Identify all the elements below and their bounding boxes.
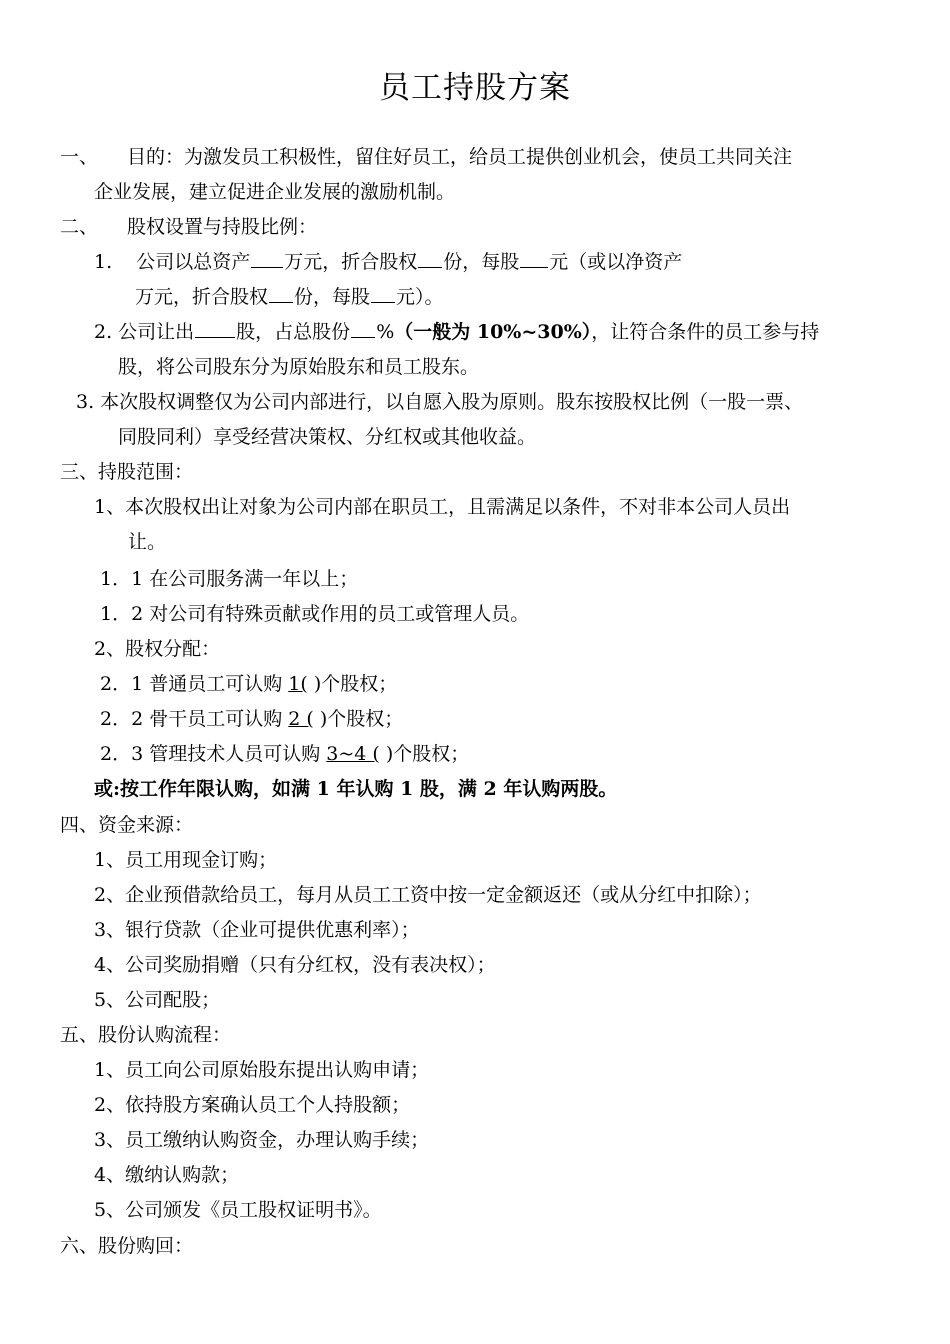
section-1-line-1: 目的：为激发员工积极性，留住好员工，给员工提供创业机会，使员工共同关注 — [127, 146, 793, 168]
funding-item: 5、公司配股； — [94, 989, 221, 1011]
text: 2．1 普通员工可认购 — [100, 673, 289, 695]
funding-item: 3、银行贷款（企业可提供优惠利率）； — [94, 919, 420, 941]
section-1-line-2: 企业发展，建立促进企业发展的激励机制。 — [94, 181, 456, 203]
blank-field — [520, 249, 548, 268]
bold-note: （一般为 10%~30%） — [394, 321, 592, 343]
funding-item: 2、企业预借款给员工，每月从员工工资中按一定金额返还（或从分红中扣除）； — [94, 884, 762, 906]
funding-item: 1、员工用现金订购； — [94, 849, 278, 871]
blank-field — [269, 284, 293, 303]
text: 万元，折合股权 — [284, 251, 418, 273]
text: % — [376, 321, 395, 343]
equity-item-2-line-2: 股，将公司股东分为原始股东和员工股东。 — [118, 356, 480, 378]
equity-item-1-line-1 — [94, 245, 682, 280]
page-title: 员工持股方案 — [379, 70, 571, 106]
scope-item-1-line-2: 让。 — [128, 531, 167, 553]
process-item: 3、员工缴纳认购资金，办理认购手续； — [94, 1129, 430, 1151]
allocation-3 — [100, 737, 469, 772]
text: 2．2 骨干员工可认购 — [100, 708, 289, 730]
equity-item-3-line-2: 同股同利）享受经营决策权、分红权或其他收益。 — [118, 426, 537, 448]
funding-item: 4、公司奖励捐赠（只有分红权，没有表决权）； — [94, 954, 496, 976]
text: )个股权； — [307, 673, 398, 695]
alternative-allocation: 或:按工作年限认购，如满 1 年认购 1 股，满 2 年认购两股。 — [94, 778, 618, 800]
scope-item-2: 2、股权分配： — [94, 638, 221, 660]
section-4-heading: 四、资金来源： — [60, 814, 194, 836]
section-3-heading: 三、持股范围： — [60, 461, 194, 483]
blank-field — [371, 284, 395, 303]
text: )个股权； — [379, 743, 470, 765]
process-item: 2、依持股方案确认员工个人持股额； — [94, 1094, 411, 1116]
section-2-heading: 股权设置与持股比例： — [127, 216, 318, 238]
text: 份，每股 — [294, 286, 371, 308]
text: 元（或以净资产 — [549, 251, 683, 273]
scope-sub-2: 1．2 对公司有特殊贡献或作用的员工或管理人员。 — [100, 603, 530, 625]
equity-item-3-line-1: 3. 本次股权调整仅为公司内部进行，以自愿入股为原则。股东按股权比例（一股一票、 — [76, 391, 804, 413]
equity-item-1-line-2 — [135, 280, 444, 315]
process-item: 4、缴纳认购款； — [94, 1164, 240, 1186]
text: 份，每股 — [443, 251, 520, 273]
allocation-2 — [100, 702, 403, 737]
allocation-1 — [100, 667, 397, 702]
text: ，让符合条件的员工参与持 — [591, 321, 820, 343]
text: 元）。 — [396, 286, 444, 308]
blank-field — [195, 319, 235, 338]
text: 公司以总资产 — [136, 251, 251, 273]
text: 2．3 管理技术人员可认购 — [100, 743, 327, 765]
process-item: 1、员工向公司原始股东提出认购申请； — [94, 1059, 430, 1081]
section-2-number: 二、 — [60, 216, 99, 238]
text: )个股权； — [313, 708, 404, 730]
process-item: 5、公司颁发《员工股权证明书》。 — [94, 1199, 382, 1221]
blank-field — [251, 249, 283, 268]
scope-item-1-line-1: 1、本次股权出让对象为公司内部在职员工，且需满足以条件，不对非本公司人员出 — [94, 496, 791, 518]
item-number: 1. — [94, 251, 113, 273]
blank-field — [351, 319, 375, 338]
section-6-heading: 六、股份购回： — [60, 1235, 194, 1257]
underlined-value: 2 ( — [288, 708, 314, 730]
underlined-value: 3~4 ( — [326, 743, 380, 765]
underlined-value: 1( — [288, 673, 308, 695]
equity-item-2-line-1 — [94, 315, 819, 350]
section-1-number: 一、 — [60, 146, 99, 168]
text: 万元，折合股权 — [135, 286, 269, 308]
section-5-heading: 五、股份认购流程： — [60, 1024, 232, 1046]
scope-sub-1: 1．1 在公司服务满一年以上； — [100, 568, 359, 590]
text: 2. 公司让出 — [94, 321, 195, 343]
blank-field — [418, 249, 442, 268]
text: 股，占总股份 — [236, 321, 351, 343]
